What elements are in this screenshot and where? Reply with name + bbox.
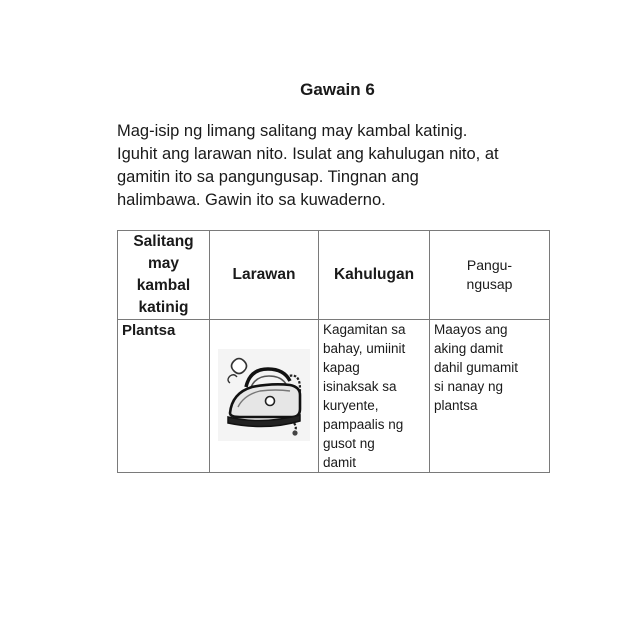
page-title: Gawain 6	[300, 80, 375, 99]
clothes-iron-icon	[218, 349, 310, 441]
header-sentence-label: Pangu- ngusap	[466, 257, 513, 292]
row-sentence	[430, 320, 550, 473]
header-meaning: Kahulugan	[319, 231, 430, 320]
row-word: Plantsa	[118, 320, 210, 473]
table-row	[118, 320, 550, 473]
header-sentence	[430, 231, 550, 320]
table-header-row	[118, 231, 550, 320]
row-picture	[210, 320, 319, 473]
row-meaning	[319, 320, 430, 473]
row-meaning-text: Kagamitan sa bahay, umiinit kapag isinaksak sa kuryente, pampaalis ng gusot ng damit	[323, 322, 406, 470]
activity-table	[117, 230, 550, 473]
row-sentence-text: Maayos ang aking damit dahil gumamit si nanay ng plantsa	[434, 322, 519, 413]
header-picture: Larawan	[210, 231, 319, 320]
header-word	[118, 231, 210, 320]
instructions-text: Mag-isip ng limang salitang may kambal katinig. Iguhit ang larawan nito. Isulat ang kahulugan nito, at gamitin ito sa pangungusap. Tingnan ang halimbawa. Gawin ito sa kuwaderno.	[117, 122, 499, 209]
header-word-label: Salitang may kambal katinig	[133, 233, 194, 316]
